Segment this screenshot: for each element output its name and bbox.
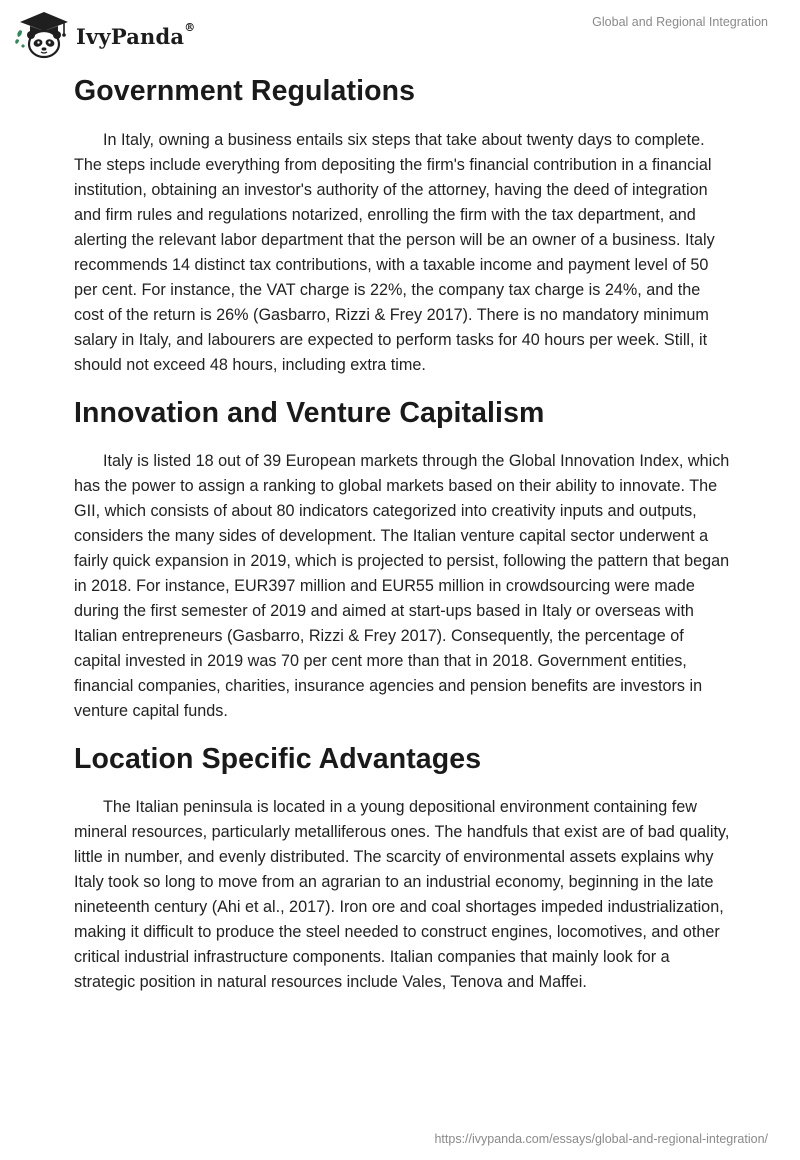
page-header <box>0 0 800 70</box>
section-heading-location-specific-advantages: Location Specific Advantages <box>74 743 482 775</box>
brand-registered-mark: ® <box>184 20 196 34</box>
brand-name-text: IvyPanda <box>76 23 185 49</box>
panda-graduation-cap-icon <box>14 8 74 60</box>
section-paragraph-innovation-venture-capitalism: Italy is listed 18 out of 39 European markets through the Global Innovation Index, which has the power to assign a ranking to global markets based on their ability to innovate. The GII, which consists of about 80 indicators categorized into creativity inputs and outputs, considers the many sides of development. The Italian venture capital sector underwent a fairly quick expansion in 2019, which is projected to persist, following the pattern that began in 2018. For instance, EUR397 million and EUR55 million in crowdsourcing were made during the first semester of 2019 and aimed at start-ups based in Italy or overseas with Italian entrepreneurs (Gasbarro, Rizzi & Frey 2017). Consequently, the percentage of capital invested in 2019 was 70 per cent more than that in 2018. Government entities, financial companies, charities, insurance agencies and pension benefits are investors in venture capital funds. <box>74 452 730 720</box>
brand-logo[interactable] <box>14 8 195 60</box>
brand-name <box>76 20 196 49</box>
source-url[interactable]: https://ivypanda.com/essays/global-and-regional-integration/ <box>434 1132 768 1146</box>
section-heading-government-regulations: Government Regulations <box>74 75 416 107</box>
document-title: Global and Regional Integration <box>592 15 768 29</box>
section-paragraph-location-specific-advantages: The Italian peninsula is located in a young depositional environment containing few mineral resources, particularly metalliferous ones. The handfuls that exist are of bad quality, little in number, and evenly distributed. The scarcity of environmental assets explains why Italy took so long to move from an agrarian to an industrial economy, beginning in the late nineteenth century (Ahi et al., 2017). Iron ore and coal shortages impeded industrialization, making it difficult to produce the steel needed to construct engines, locomotives, and other critical industrial infrastructure components. Italian companies that mainly look for a strategic position in natural resources include Vales, Tenova and Maffei. <box>74 798 730 991</box>
section-paragraph-government-regulations: In Italy, owning a business entails six steps that take about twenty days to complete. The steps include everything from depositing the firm's financial contribution in a financial institution, obtaining an investor's authority of the attorney, having the deed of integration and firm rules and regulations notarized, enrolling the firm with the tax department, and alerting the relevant labor department that the person will be an owner of a business. Italy recommends 14 distinct tax contributions, with a taxable income and payment level of 50 per cent. For instance, the VAT charge is 22%, the company tax charge is 24%, and the cost of the return is 26% (Gasbarro, Rizzi & Frey 2017). There is no mandatory minimum salary in Italy, and labourers are expected to perform tasks for 40 hours per week. Still, it should not exceed 48 hours, including extra time. <box>74 131 715 374</box>
article-body <box>74 68 734 995</box>
section-heading-innovation-venture-capitalism: Innovation and Venture Capitalism <box>74 397 545 429</box>
